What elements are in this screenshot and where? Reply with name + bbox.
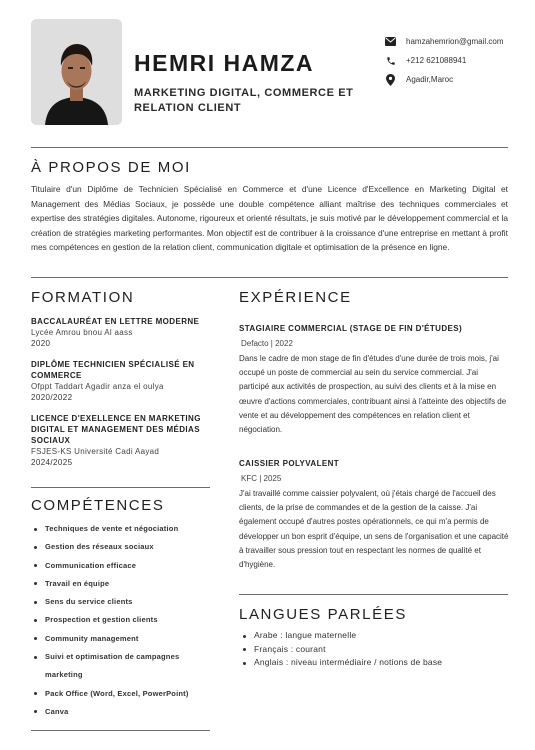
contact-email[interactable] — [384, 32, 529, 51]
formation-item — [31, 359, 211, 403]
formation-year: 2020 — [31, 339, 51, 348]
divider — [31, 147, 508, 148]
experience-item — [239, 458, 509, 572]
languages-list — [239, 629, 509, 670]
contact-location-text: Agadir,Maroc — [406, 75, 454, 84]
contact-phone[interactable] — [384, 51, 529, 70]
formation-school: Lycée Amrou bnou Al aass — [31, 328, 133, 337]
candidate-name: HEMRI HAMZA — [134, 50, 315, 76]
skill-item: Communication efficace — [31, 557, 211, 575]
experience-description: J'ai travaillé comme caissier polyvalent, où j'étais chargé de l'accueil des clients, de la prise de commandes et de la gestion de la caisse. J'ai également occupé d'autres postes opérationnels, ce qui m'a permis de développer un bon esprit d'équipe, un sens de l'organisation et une capacité à travailler sous pression tout en respectant les normes de qualité et d'hygiène. — [239, 489, 509, 570]
formation-item — [31, 413, 211, 468]
formation-degree: BACCALAURÉAT EN LETTRE MODERNE — [31, 317, 200, 326]
divider — [31, 277, 508, 278]
experience-company: KFC | 2025 — [241, 474, 282, 483]
formation-degree: LICENCE D'EXELLENCE EN MARKETING DIGITAL ET MANAGEMENT DES MÉDIAS SOCIAUX — [31, 414, 201, 445]
skill-item: Travail en équipe — [31, 575, 211, 593]
skill-item: Community management — [31, 630, 211, 648]
experience-heading: EXPÉRIENCE — [239, 289, 352, 306]
experience-role: STAGIAIRE COMMERCIAL (STAGE DE FIN D'ÉTUDES) — [239, 324, 463, 333]
divider — [31, 730, 210, 731]
competences-list — [31, 520, 211, 721]
envelope-icon — [384, 35, 397, 48]
experience-item — [239, 323, 509, 437]
job-subtitle: MARKETING DIGITAL, COMMERCE ET RELATION CLIENT — [134, 87, 354, 114]
about-text: Titulaire d'un Diplôme de Technicien Spécialisé en Commerce et d'une Licence d'Excellence en Marketing Digital et Management des Médias Sociaux, je possède une double compétence alliant maîtrise des techniques commerciales et expertise des stratégies digitales. Autonome, rigoureux et orienté résultats, je suis motivé par le développement commercial et la création de stratégies marketing performantes. Mon objectif est de contribuer à la croissance d'une entreprise en mettant à profit mes compétences en gestion de la relation client, communication digitale et optimisation de la présence en ligne. — [31, 184, 508, 253]
formation-heading: FORMATION — [31, 289, 135, 306]
skill-item: Sens du service clients — [31, 593, 211, 611]
language-item: Français : courant — [239, 643, 509, 657]
language-item: Anglais : niveau intermédiaire / notions de base — [239, 656, 509, 670]
profile-photo — [31, 19, 122, 125]
formation-list — [31, 316, 211, 478]
skill-item: Techniques de vente et négociation — [31, 520, 211, 538]
formation-year: 2024/2025 — [31, 458, 73, 467]
language-item: Arabe : langue maternelle — [239, 629, 509, 643]
contact-email-text: hamzahemrion@gmail.com — [406, 37, 504, 46]
skill-item: Pack Office (Word, Excel, PowerPoint) — [31, 685, 211, 703]
formation-year: 2020/2022 — [31, 393, 73, 402]
map-pin-icon — [384, 73, 397, 86]
about-heading: À PROPOS DE MOI — [31, 159, 191, 176]
formation-school: FSJES-KS Université Cadi Aayad — [31, 447, 160, 456]
skill-item: Prospection et gestion clients — [31, 611, 211, 629]
experience-company: Defacto | 2022 — [241, 339, 293, 348]
experience-description: Dans le cadre de mon stage de fin d'études d'une durée de trois mois, j'ai occupé un poste de commercial au sein du service commercial. J'ai participé aux activités de prospection, au suivi des clients et à la mise en œuvre d'actions commerciales, contribuant ainsi à l'atteinte des objectifs de vente et au développement des compétences en relation client et négociation. — [239, 354, 507, 435]
divider — [239, 594, 508, 595]
skill-item: Gestion des réseaux sociaux — [31, 538, 211, 556]
divider — [31, 487, 210, 488]
contact-block — [384, 32, 529, 89]
experience-role: CAISSIER POLYVALENT — [239, 459, 340, 468]
competences-heading: COMPÉTENCES — [31, 497, 165, 514]
skill-item: Suivi et optimisation de campagnes marketing — [31, 648, 205, 685]
formation-item — [31, 316, 211, 349]
contact-location — [384, 70, 529, 89]
formation-school: Ofppt Taddart Agadir anza el oulya — [31, 382, 164, 391]
phone-icon — [384, 54, 397, 67]
languages-heading: LANGUES PARLÉES — [239, 606, 407, 623]
skill-item: Canva — [31, 703, 211, 721]
contact-phone-text: +212 621088941 — [406, 56, 467, 65]
formation-degree: DIPLÔME TECHNICIEN SPÉCIALISÉ EN COMMERCE — [31, 360, 195, 380]
